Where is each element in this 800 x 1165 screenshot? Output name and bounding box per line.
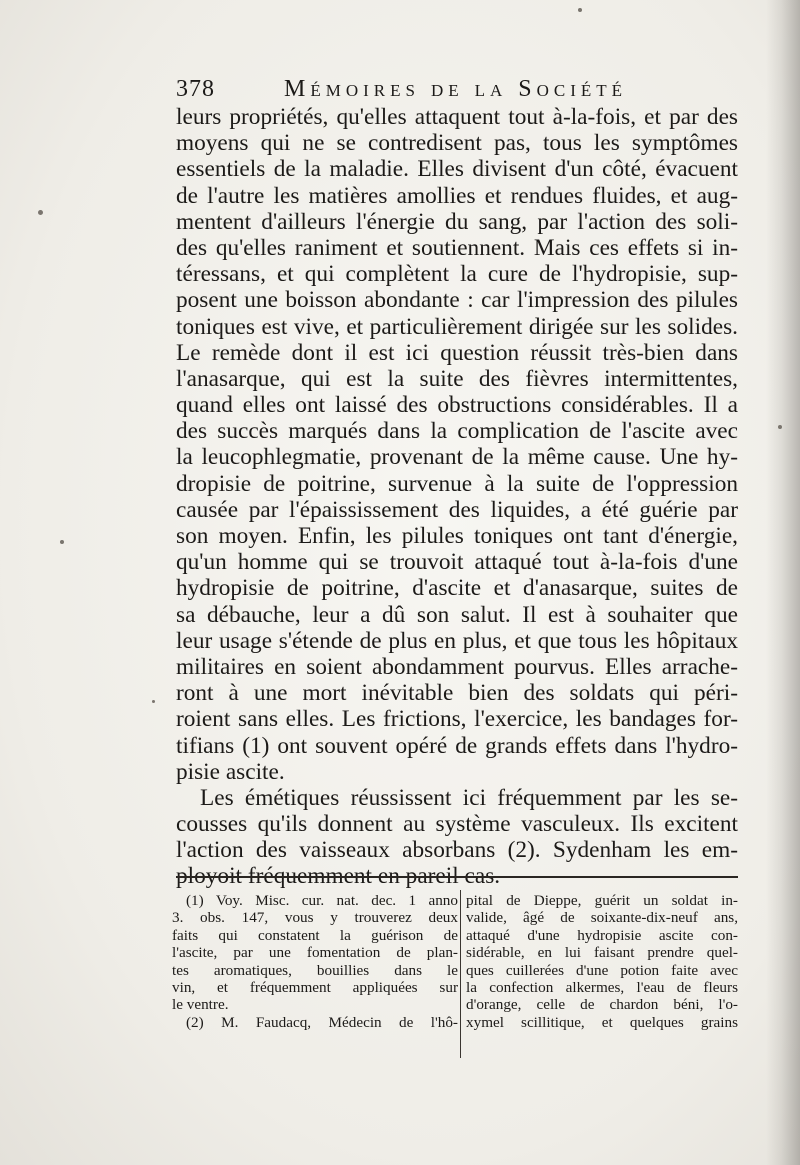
paper-speck xyxy=(152,700,155,703)
footnote-line: d'orange, celle de chardon béni, l'o- xyxy=(466,996,738,1014)
footnote-line: vin, et fréquemment appliquées sur xyxy=(172,978,458,996)
footnote-line: pital de Dieppe, guérit un soldat in- xyxy=(466,892,738,909)
text-line: Le remède dont il est ici question réussit très-bien dans xyxy=(176,339,738,366)
footnotes-left-column xyxy=(172,892,458,1031)
text-line: son moyen. Enfin, les pilules toniques ont tant d'énergie, xyxy=(176,523,738,549)
footnote-line: l'ascite, par une fomentation de plan- xyxy=(172,944,458,962)
text-line: qu'un homme qui se trouvoit attaqué tout à-la-fois d'une xyxy=(176,549,738,576)
text-line: des qu'elles raniment et soutiennent. Mais ces effets si in- xyxy=(176,234,738,261)
text-line: ployoit fréquemment en pareil cas. xyxy=(176,863,501,890)
footnote-rule xyxy=(176,876,738,878)
paper-speck xyxy=(60,540,64,544)
footnote-line: (1) Voy. Misc. cur. nat. dec. 1 anno xyxy=(186,892,458,909)
footnote-line: le ventre. xyxy=(172,996,229,1014)
text-line: de l'autre les matières amollies et rendues fluides, et aug- xyxy=(176,182,738,209)
text-line: sa débauche, leur a dû son salut. Il est à souhaiter que xyxy=(176,601,738,628)
text-line: mentent d'ailleurs l'énergie du sang, par l'action des soli- xyxy=(176,208,738,235)
text-line: ront à une mort inévitable bien des soldats qui péri- xyxy=(176,680,738,707)
paper-speck xyxy=(778,425,782,429)
footnotes-right-column xyxy=(466,892,738,1031)
text-line: toniques est vive, et particulièrement dirigée sur les solides. xyxy=(176,313,738,340)
footnote-line: sidérable, en lui faisant prendre quel- xyxy=(466,944,738,962)
footnote-line: attaqué d'une hydropisie ascite con- xyxy=(466,926,738,944)
page-spine-shadow xyxy=(766,0,800,1165)
text-line: causée par l'épaississement des liquides, a été guérie par xyxy=(176,496,738,523)
paper-speck xyxy=(38,210,43,215)
text-line: pisie ascite. xyxy=(176,758,285,785)
footnote-line: valide, âgé de soixante-dix-neuf ans, xyxy=(466,909,738,927)
footnote-line: la confection alkermes, l'eau de fleurs xyxy=(466,978,738,996)
paper-speck xyxy=(578,8,582,12)
text-line: tifians (1) ont souvent opéré de grands effets dans l'hydro- xyxy=(176,732,738,759)
text-line: téressans, et qui complètent la cure de l'hydropisie, sup- xyxy=(176,261,738,288)
text-line: la leucophlegmatie, provenant de la même cause. Une hy- xyxy=(176,444,738,471)
text-line: leurs propriétés, qu'elles attaquent tout à-la-fois, et par des xyxy=(176,104,738,130)
text-line: essentiels de la maladie. Elles divisent d'un côté, évacuent xyxy=(176,156,738,183)
text-line: hydropisie de poitrine, d'ascite et d'anasarque, suites de xyxy=(176,575,738,602)
footnote-column-divider xyxy=(460,890,461,1058)
footnote-line: tes aromatiques, bouillies dans le xyxy=(172,961,458,979)
footnote-line: ques cuillerées d'une potion faite avec xyxy=(466,961,738,979)
text-line: militaires en soient abondamment pourvus. Elles arrache- xyxy=(176,653,738,680)
footnote-line: (2) M. Faudacq, Médecin de l'hô- xyxy=(186,1013,458,1031)
text-line: posent une boisson abondante : car l'impression des pilules xyxy=(176,287,738,314)
text-line: Les émétiques réussissent ici fréquemment par les se- xyxy=(200,784,738,811)
footnote-line: faits qui constatent la guérison de xyxy=(172,926,458,944)
text-line: l'anasarque, qui est la suite des fièvres intermittentes, xyxy=(176,365,738,392)
text-line: dropisie de poitrine, survenue à la suite de l'oppression xyxy=(176,470,738,497)
page-number: 378 xyxy=(176,76,215,102)
text-line: cousses qu'ils donnent au système vasculeux. Ils excitent xyxy=(176,811,738,838)
text-line: des succès marqués dans la complication de l'ascite avec xyxy=(176,418,738,445)
running-head: Mémoires de la Société xyxy=(284,76,628,102)
text-line: l'action des vaisseaux absorbans (2). Sydenham les em- xyxy=(176,837,738,864)
text-line: quand elles ont laissé des obstructions considérables. Il a xyxy=(176,392,738,419)
text-line: moyens qui ne se contredisent pas, tous les symptômes xyxy=(176,130,738,157)
text-line: leur usage s'étende de plus en plus, et que tous les hôpitaux xyxy=(176,627,738,654)
main-text xyxy=(176,104,738,890)
footnote-line: 3. obs. 147, vous y trouverez deux xyxy=(172,909,458,927)
footnote-line: xymel scillitique, et quelques grains xyxy=(466,1013,738,1031)
text-line: roient sans elles. Les frictions, l'exercice, les bandages for- xyxy=(176,706,738,733)
